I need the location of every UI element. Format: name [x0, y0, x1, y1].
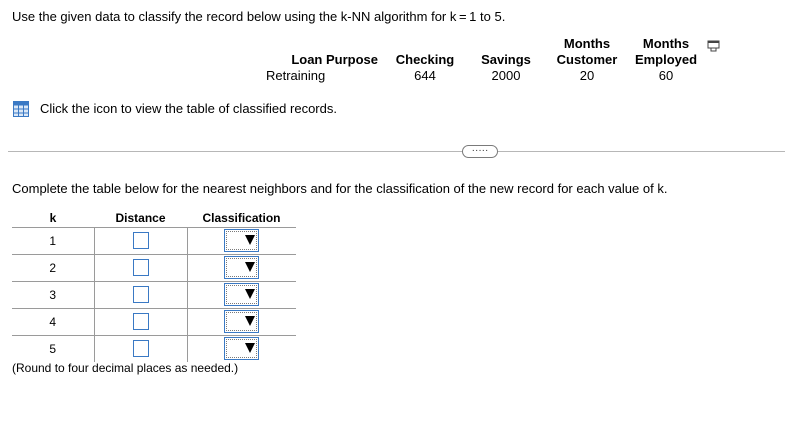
record-checking: [392, 52, 458, 84]
table-row: [12, 281, 296, 308]
record-months-customer: [552, 36, 622, 84]
classification-cell: [187, 335, 296, 362]
loan-purpose-value: Retraining: [266, 68, 326, 83]
classification-cell: [187, 227, 296, 254]
dropdown-arrow-icon: [245, 343, 255, 353]
record-months-employed: [631, 36, 701, 84]
classification-select[interactable]: [224, 283, 259, 306]
distance-cell: [94, 281, 187, 308]
months-employed-header-1: Months: [642, 36, 690, 51]
expand-button[interactable]: ·····: [462, 145, 498, 158]
months-customer-header-1: Months: [563, 36, 611, 51]
distance-input[interactable]: [133, 340, 149, 357]
loan-purpose-header: Loan Purpose: [291, 52, 378, 67]
savings-value: 2000: [491, 68, 521, 83]
dropdown-arrow-icon: [245, 262, 255, 272]
checking-value: 644: [414, 68, 436, 83]
knn-table: [12, 209, 296, 362]
classification-cell: [187, 281, 296, 308]
header-classification: Classification: [187, 209, 296, 227]
click-icon-instruction: Click the icon to view the table of classified records.: [40, 101, 337, 116]
dropdown-arrow-icon: [245, 235, 255, 245]
months-employed-header-2: Employed: [634, 52, 698, 67]
distance-cell: [94, 335, 187, 362]
table-row: [12, 308, 296, 335]
months-customer-header-2: Customer: [556, 52, 618, 67]
months-customer-value: 20: [579, 68, 595, 83]
dropdown-arrow-icon: [245, 289, 255, 299]
table-grid-icon[interactable]: [13, 101, 29, 117]
distance-input[interactable]: [133, 232, 149, 249]
row-k: 5: [12, 335, 94, 362]
classification-cell: [187, 308, 296, 335]
distance-input[interactable]: [133, 259, 149, 276]
classification-select[interactable]: [224, 256, 259, 279]
record-savings: [476, 52, 536, 84]
row-k: 4: [12, 308, 94, 335]
savings-header: Savings: [481, 52, 531, 67]
checking-header: Checking: [395, 52, 455, 67]
header-k: k: [12, 209, 94, 227]
classification-select[interactable]: [224, 310, 259, 333]
table-instruction: Complete the table below for the nearest neighbors and for the classification of the new record for each value of k.: [12, 181, 668, 196]
months-employed-value: 60: [658, 68, 674, 83]
distance-cell: [94, 227, 187, 254]
rounding-note: (Round to four decimal places as needed.): [12, 361, 239, 375]
section-divider: [8, 151, 785, 152]
record-loan-purpose: [258, 52, 378, 84]
classification-cell: [187, 254, 296, 281]
distance-cell: [94, 308, 187, 335]
copy-icon[interactable]: [707, 38, 721, 52]
table-row: [12, 227, 296, 254]
header-distance: Distance: [94, 209, 187, 227]
row-k: 1: [12, 227, 94, 254]
dropdown-arrow-icon: [245, 316, 255, 326]
row-k: 3: [12, 281, 94, 308]
table-row: [12, 254, 296, 281]
distance-input[interactable]: [133, 286, 149, 303]
distance-input[interactable]: [133, 313, 149, 330]
classification-select[interactable]: [224, 229, 259, 252]
row-k: 2: [12, 254, 94, 281]
table-header-row: [12, 209, 296, 227]
question-text: Use the given data to classify the record below using the k-NN algorithm for k = 1 to 5.: [12, 9, 506, 24]
classification-select[interactable]: [224, 337, 259, 360]
table-row: [12, 335, 296, 362]
distance-cell: [94, 254, 187, 281]
